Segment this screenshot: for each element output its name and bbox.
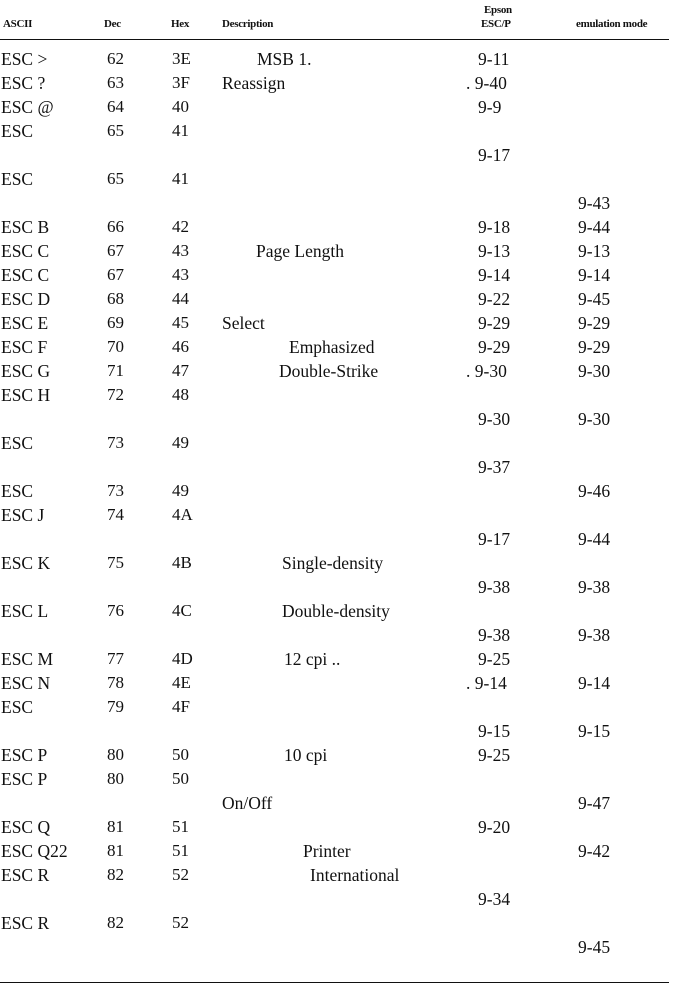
row-ascii: ESC G [1, 361, 51, 381]
row-ascii: ESC Q [1, 817, 51, 837]
row-hex: 49 [172, 481, 189, 500]
row-ascii: ESC [1, 121, 34, 141]
row-epson-page: 9-15 [478, 721, 511, 741]
row-description: 10 cpi [284, 745, 328, 765]
row-description: Printer [303, 841, 351, 861]
row-emulation-page: 9-43 [578, 193, 611, 213]
row-ascii: ESC [1, 433, 34, 453]
row-ascii: ESC J [1, 505, 45, 525]
row-epson-page: . 9-40 [466, 73, 507, 93]
row-epson-page: 9-13 [478, 241, 511, 261]
row-hex: 50 [172, 769, 189, 788]
row-hex: 4E [172, 673, 191, 692]
row-description: Emphasized [289, 337, 375, 357]
row-description: 12 cpi .. [284, 649, 341, 669]
row-emulation-page: 9-14 [578, 673, 611, 693]
row-epson-page: 9-17 [478, 145, 511, 165]
header-rule [0, 39, 669, 40]
row-ascii: ESC ? [1, 73, 46, 93]
row-ascii: ESC F [1, 337, 48, 357]
row-emulation-page: 9-44 [578, 529, 611, 549]
row-epson-page: . 9-30 [466, 361, 507, 381]
header-ascii: ASCII [3, 18, 33, 30]
row-hex: 4F [172, 697, 190, 716]
row-dec: 74 [107, 505, 124, 524]
row-hex: 47 [172, 361, 189, 380]
row-epson-page: 9-34 [478, 889, 511, 909]
row-dec: 62 [107, 49, 124, 68]
row-hex: 4B [172, 553, 192, 572]
row-hex: 4C [172, 601, 192, 620]
row-dec: 81 [107, 817, 124, 836]
row-hex: 46 [172, 337, 189, 356]
header-hex: Hex [171, 18, 190, 30]
row-hex: 41 [172, 169, 189, 188]
row-description: MSB 1. [257, 49, 312, 69]
row-emulation-page: 9-29 [578, 313, 611, 333]
row-hex: 51 [172, 817, 189, 836]
row-ascii: ESC [1, 169, 34, 189]
row-ascii: ESC R [1, 913, 50, 933]
row-hex: 42 [172, 217, 189, 236]
row-hex: 3E [172, 49, 191, 68]
row-ascii: ESC B [1, 217, 50, 237]
row-emulation-page: 9-14 [578, 265, 611, 285]
row-ascii: ESC D [1, 289, 51, 309]
row-dec: 71 [107, 361, 124, 380]
row-hex: 3F [172, 73, 190, 92]
row-emulation-page: 9-29 [578, 337, 611, 357]
row-ascii: ESC H [1, 385, 51, 405]
row-epson-page: 9-29 [478, 313, 511, 333]
row-emulation-page: 9-38 [578, 625, 611, 645]
row-dec: 67 [107, 265, 124, 284]
footer-rule [0, 982, 669, 983]
row-ascii: ESC R [1, 865, 50, 885]
row-ascii: ESC C [1, 265, 50, 285]
row-emulation-page: 9-30 [578, 361, 611, 381]
row-epson-page: 9-37 [478, 457, 511, 477]
row-hex: 43 [172, 265, 189, 284]
row-ascii: ESC N [1, 673, 51, 693]
row-ascii: ESC [1, 697, 34, 717]
row-dec: 81 [107, 841, 124, 860]
row-epson-page: 9-38 [478, 625, 511, 645]
row-dec: 69 [107, 313, 124, 332]
row-dec: 76 [107, 601, 124, 620]
header-epson-top: Epson [484, 4, 512, 16]
row-dec: 67 [107, 241, 124, 260]
row-dec: 66 [107, 217, 124, 236]
header-epson-bottom: ESC/P [481, 18, 511, 30]
row-hex: 52 [172, 865, 189, 884]
row-description: Double-Strike [279, 361, 379, 381]
row-ascii: ESC E [1, 313, 49, 333]
row-epson-page: 9-14 [478, 265, 511, 285]
row-epson-page: 9-38 [478, 577, 511, 597]
row-ascii: ESC C [1, 241, 50, 261]
row-hex: 52 [172, 913, 189, 932]
row-dec: 65 [107, 121, 124, 140]
row-description: Reassign [222, 73, 286, 93]
row-ascii: ESC > [1, 49, 48, 69]
row-epson-page: 9-29 [478, 337, 511, 357]
row-dec: 68 [107, 289, 124, 308]
row-epson-page: 9-25 [478, 649, 511, 669]
row-hex: 44 [172, 289, 189, 308]
row-epson-page: 9-9 [478, 97, 502, 117]
row-description: Select [222, 313, 265, 333]
header-description: Description [222, 18, 274, 30]
row-emulation-page: 9-45 [578, 937, 611, 957]
row-hex: 48 [172, 385, 189, 404]
header-dec: Dec [104, 18, 121, 30]
row-emulation-page: 9-42 [578, 841, 611, 861]
row-description: Single-density [282, 553, 384, 573]
row-hex: 49 [172, 433, 189, 452]
row-dec: 79 [107, 697, 124, 716]
row-hex: 4D [172, 649, 193, 668]
row-epson-page: 9-20 [478, 817, 511, 837]
row-epson-page: 9-30 [478, 409, 511, 429]
row-epson-page: 9-25 [478, 745, 511, 765]
row-emulation-page: 9-47 [578, 793, 611, 813]
row-dec: 77 [107, 649, 124, 668]
row-dec: 80 [107, 769, 124, 788]
row-ascii: ESC K [1, 553, 51, 573]
row-hex: 41 [172, 121, 189, 140]
row-hex: 4A [172, 505, 193, 524]
row-dec: 70 [107, 337, 124, 356]
row-emulation-page: 9-30 [578, 409, 611, 429]
row-ascii: ESC Q22 [1, 841, 68, 861]
row-dec: 75 [107, 553, 124, 572]
row-hex: 50 [172, 745, 189, 764]
row-epson-page: 9-18 [478, 217, 511, 237]
row-dec: 82 [107, 913, 124, 932]
row-dec: 63 [107, 73, 124, 92]
row-ascii: ESC @ [1, 97, 54, 117]
row-emulation-page: 9-46 [578, 481, 611, 501]
row-dec: 80 [107, 745, 124, 764]
row-hex: 51 [172, 841, 189, 860]
row-dec: 73 [107, 433, 124, 452]
row-ascii: ESC [1, 481, 34, 501]
row-dec: 64 [107, 97, 124, 116]
row-dec: 73 [107, 481, 124, 500]
row-emulation-page: 9-13 [578, 241, 611, 261]
row-description: Page Length [256, 241, 344, 261]
row-emulation-page: 9-44 [578, 217, 611, 237]
row-emulation-page: 9-45 [578, 289, 611, 309]
row-epson-page: . 9-14 [466, 673, 507, 693]
row-description: International [310, 865, 400, 885]
row-hex: 40 [172, 97, 189, 116]
row-ascii: ESC P [1, 769, 48, 789]
row-dec: 72 [107, 385, 124, 404]
row-dec: 65 [107, 169, 124, 188]
row-ascii: ESC L [1, 601, 49, 621]
row-epson-page: 9-22 [478, 289, 511, 309]
header-emulation: emulation mode [576, 18, 648, 30]
row-epson-page: 9-17 [478, 529, 511, 549]
row-ascii: ESC P [1, 745, 48, 765]
row-description: Double-density [282, 601, 390, 621]
row-epson-page: 9-11 [478, 49, 510, 69]
row-hex: 45 [172, 313, 189, 332]
row-dec: 78 [107, 673, 124, 692]
row-emulation-page: 9-15 [578, 721, 611, 741]
row-emulation-page: 9-38 [578, 577, 611, 597]
row-ascii: ESC M [1, 649, 54, 669]
row-hex: 43 [172, 241, 189, 260]
row-dec: 82 [107, 865, 124, 884]
row-description: On/Off [222, 793, 273, 813]
